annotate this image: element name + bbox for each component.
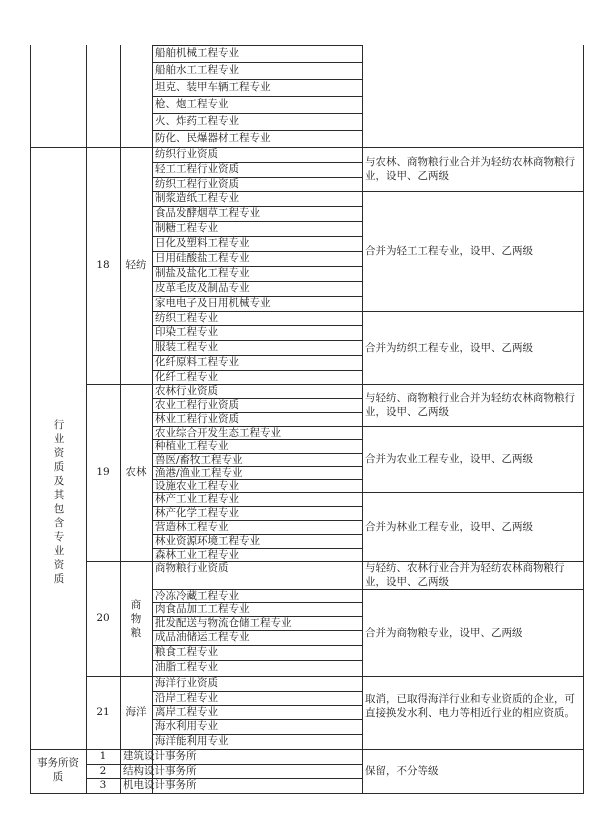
specialty-item: 沿岸工程专业: [155, 692, 218, 704]
specialty-item: 林业工程行业资质: [155, 413, 239, 425]
merge-note: 合并为纺织工程专业，设甲、乙两级: [365, 341, 533, 354]
specialty-item: 种植业工程专业: [155, 440, 229, 452]
specialty-item: 农业工程行业资质: [155, 399, 239, 411]
rule-h: [30, 147, 87, 148]
rule-h: [152, 113, 363, 114]
firm-number: 1: [99, 750, 107, 762]
merge-note: 合并为商物粮专业，设甲、乙两级: [365, 626, 523, 639]
specialty-item: 纺织工程专业: [155, 312, 218, 324]
specialty-item: 纺织工程行业资质: [155, 178, 239, 190]
specialty-item: 肉食品加工工程专业: [155, 603, 250, 615]
continued-item: 船舶机械工程专业: [155, 47, 239, 59]
specialty-item: 离岸工程专业: [155, 706, 218, 718]
specialty-item: 皮革毛皮及制品专业: [155, 282, 250, 294]
rule-h: [152, 62, 363, 63]
firm-name: 建筑设计事务所: [123, 750, 197, 762]
specialty-item: 商物粮行业资质: [155, 562, 229, 574]
specialty-item: 制糖工程专业: [155, 222, 218, 234]
specialty-item: 兽医/畜牧工程专业: [155, 454, 243, 466]
merge-note: 合并为林业工程专业，设甲、乙两级: [365, 520, 533, 533]
rule-h: [30, 793, 584, 794]
specialty-item: 日化及塑料工程专业: [155, 237, 250, 249]
rule-v: [362, 45, 363, 794]
specialty-item: 轻工工程行业资质: [155, 163, 239, 175]
group-number: 19: [96, 465, 110, 478]
merge-note: 合并为轻工工程专业，设甲、乙两级: [365, 245, 533, 257]
group-number: 20: [96, 611, 110, 624]
firm-note: 保留，不分等级: [365, 765, 439, 777]
industry-name: 轻纺: [125, 258, 147, 271]
continued-item: 枪、炮工程专业: [155, 98, 229, 110]
specialty-item: 营造林工程专业: [155, 521, 229, 533]
continued-item: 防化、民爆器材工程专业: [155, 132, 271, 144]
specialty-item: 纺织行业资质: [155, 148, 218, 160]
specialty-item: 成品油储运工程专业: [155, 631, 250, 643]
merge-note: 取消，已取得海洋行业和专业资质的企业，可直接换发水利、电力等相近行业的相应资质。: [365, 692, 575, 719]
continued-item: 火、炸药工程专业: [155, 115, 239, 127]
continued-item: 坦克、装甲车辆工程专业: [155, 81, 271, 93]
rule-v: [120, 45, 121, 794]
merge-note: 合并为农业工程专业，设甲、乙两级: [365, 453, 533, 465]
rule-v: [30, 45, 31, 794]
specialty-item: 冷冻冷藏工程专业: [155, 590, 239, 602]
firm-category-label: 事务所资质: [37, 757, 79, 783]
specialty-item: 海洋能利用专业: [155, 735, 229, 747]
specialty-item: 海洋行业资质: [155, 677, 218, 689]
specialty-item: 设施农业工程专业: [155, 480, 239, 492]
specialty-item: 农林行业资质: [155, 385, 218, 397]
industry-name: 海洋: [125, 705, 147, 718]
specialty-item: 制盐及盐化工程专业: [155, 267, 250, 279]
specialty-item: 林业资源环境工程专业: [155, 535, 260, 547]
category-label: 行业资质及其包含专业资质: [53, 419, 65, 585]
merge-note: 与农林、商物粮行业合并为轻纺农林商物粮行业，设甲、乙两级: [365, 156, 575, 182]
rule-h: [152, 130, 363, 131]
specialty-item: 化纤原料工程专业: [155, 356, 239, 368]
specialty-item: 林产工业工程专业: [155, 493, 239, 505]
specialty-item: 印染工程专业: [155, 326, 218, 338]
firm-name: 结构设计事务所: [123, 765, 197, 777]
specialty-item: 林产化学工程专业: [155, 507, 239, 519]
specialty-item: 粮食工程专业: [155, 646, 218, 658]
specialty-item: 油脂工程专业: [155, 661, 218, 673]
specialty-item: 渔港/渔业工程专业: [155, 467, 243, 479]
specialty-item: 食品发酵烟草工程专业: [155, 207, 260, 219]
rule-v: [86, 45, 87, 794]
specialty-item: 批发配送与物流仓储工程专业: [155, 617, 292, 629]
specialty-item: 服装工程专业: [155, 341, 218, 353]
continued-item: 船舶水工工程专业: [155, 64, 239, 76]
industry-name: 农林: [125, 465, 147, 478]
rule-v: [583, 45, 584, 794]
specialty-item: 海水利用专业: [155, 720, 218, 732]
specialty-item: 化纤工程专业: [155, 371, 218, 383]
rule-h: [152, 96, 363, 97]
specialty-item: 家电电子及日用机械专业: [155, 297, 271, 309]
firm-name: 机电设计事务所: [123, 779, 197, 791]
merge-note: 与轻纺、农林行业合并为轻纺农林商物粮行业，设甲、乙两级: [365, 562, 565, 588]
specialty-item: 日用硅酸盐工程专业: [155, 252, 250, 264]
merge-note: 与轻纺、商物粮行业合并为轻纺农林商物粮行业，设甲、乙两级: [365, 392, 575, 418]
specialty-item: 农业综合开发生态工程专业: [155, 427, 281, 439]
rule-v: [152, 45, 153, 794]
firm-number: 3: [99, 779, 107, 791]
rule-h: [152, 79, 363, 80]
group-number: 18: [96, 258, 110, 271]
specialty-item: 森林工业工程专业: [155, 549, 239, 561]
group-number: 21: [96, 705, 110, 718]
specialty-item: 制浆造纸工程专业: [155, 192, 239, 204]
firm-number: 2: [99, 765, 107, 777]
rule-h: [152, 45, 363, 46]
industry-name: 商物粮: [130, 598, 142, 639]
